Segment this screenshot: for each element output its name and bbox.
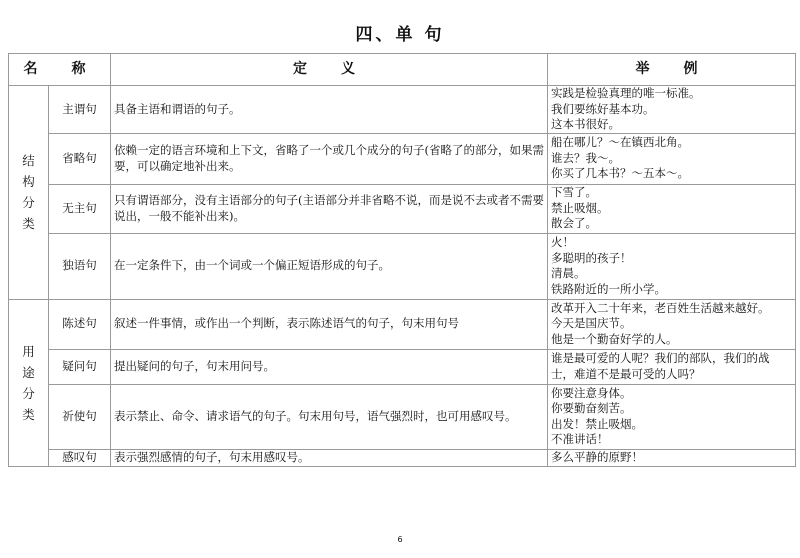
table-row <box>9 86 796 134</box>
example-line: 你买了几本书？～五本～。 <box>551 166 689 181</box>
header-name: 名 称 <box>9 54 111 86</box>
table-row <box>9 349 796 384</box>
definition-cell: 依赖一定的语言环境和上下文，省略了一个或几个成分的句子(省略了的部分，如果需要，可以确定地补出来。 <box>111 133 548 184</box>
term-cell: 无主句 <box>49 184 111 233</box>
example-line: 船在哪儿？～在镇西北角。 <box>551 135 689 150</box>
term-cell: 疑问句 <box>49 349 111 384</box>
table-row <box>9 449 796 466</box>
table-header-row <box>9 54 796 86</box>
term-cell: 独语句 <box>49 233 111 299</box>
example-line: 你要注意身体。 <box>551 385 632 400</box>
example-cell <box>548 233 796 299</box>
example-line: 实践是检验真理的唯一标准。 <box>551 86 701 100</box>
category-usage: 用途分类 <box>9 299 49 466</box>
example-line: 谁去？我～。 <box>551 150 620 165</box>
term-cell: 感叹句 <box>49 449 111 466</box>
term-cell: 主谓句 <box>49 86 111 134</box>
example-line: 你要勤奋刻苦。 <box>551 401 632 415</box>
table-row <box>9 384 796 449</box>
example-line: 清晨。 <box>551 266 586 280</box>
example-line: 下雪了。 <box>551 185 597 200</box>
example-line: 铁路附近的一所小学。 <box>551 281 666 296</box>
example-line: 改革开入二十年来，老百姓生活越来越好。 <box>551 300 770 315</box>
example-line: 多么平静的原野！ <box>551 449 643 464</box>
term-cell: 省略句 <box>49 133 111 184</box>
sentence-types-table <box>8 53 796 467</box>
definition-cell: 提出疑问的句子，句末用问号。 <box>111 349 548 384</box>
example-line: 散会了。 <box>551 216 597 231</box>
example-line: 我们要练好基本功。 <box>551 101 655 116</box>
example-cell <box>548 299 796 349</box>
definition-cell: 表示强烈感情的句子，句末用感叹号。 <box>111 449 548 466</box>
example-line: 这本书很好。 <box>551 117 620 131</box>
example-cell <box>548 449 796 466</box>
example-line: 谁是最可爱的人呢？我们的部队，我们的战士，难道不是最可受的人吗？ <box>551 351 770 381</box>
example-cell <box>548 349 796 384</box>
definition-cell: 叙述一件事情，或作出一个判断，表示陈述语气的句子，句末用句号 <box>111 299 548 349</box>
definition-cell: 只有谓语部分，没有主语部分的句子(主语部分并非省略不说，而是说不去或者不需要说出，一般不能补出来)。 <box>111 184 548 233</box>
header-example: 举 例 <box>548 54 796 86</box>
example-cell <box>548 133 796 184</box>
example-line: 今天是国庆节。 <box>551 316 632 331</box>
example-line: 禁止吸烟。 <box>551 200 609 215</box>
example-cell <box>548 184 796 233</box>
example-line: 火！ <box>551 235 574 249</box>
definition-cell: 表示禁止、命令、请求语气的句子。句末用句号，语气强烈时，也可用感叹号。 <box>111 384 548 449</box>
example-line: 出发！禁止吸烟。 <box>551 416 643 431</box>
table-row <box>9 184 796 233</box>
term-cell: 陈述句 <box>49 299 111 349</box>
table-row <box>9 299 796 349</box>
example-cell <box>548 86 796 134</box>
table-row <box>9 233 796 299</box>
example-line: 多聪明的孩子！ <box>551 250 632 265</box>
definition-cell: 具备主语和谓语的句子。 <box>111 86 548 134</box>
page-title: 四、单 句 <box>355 25 445 45</box>
table-row <box>9 133 796 184</box>
term-cell: 祈使句 <box>49 384 111 449</box>
header-definition: 定 义 <box>111 54 548 86</box>
example-line: 不准讲话！ <box>551 432 609 446</box>
category-structure: 结构分类 <box>9 86 49 300</box>
page-number: 6 <box>397 535 403 544</box>
example-cell <box>548 384 796 449</box>
example-line: 他是一个勤奋好学的人。 <box>551 331 678 346</box>
definition-cell: 在一定条件下，由一个词或一个偏正短语形成的句子。 <box>111 233 548 299</box>
